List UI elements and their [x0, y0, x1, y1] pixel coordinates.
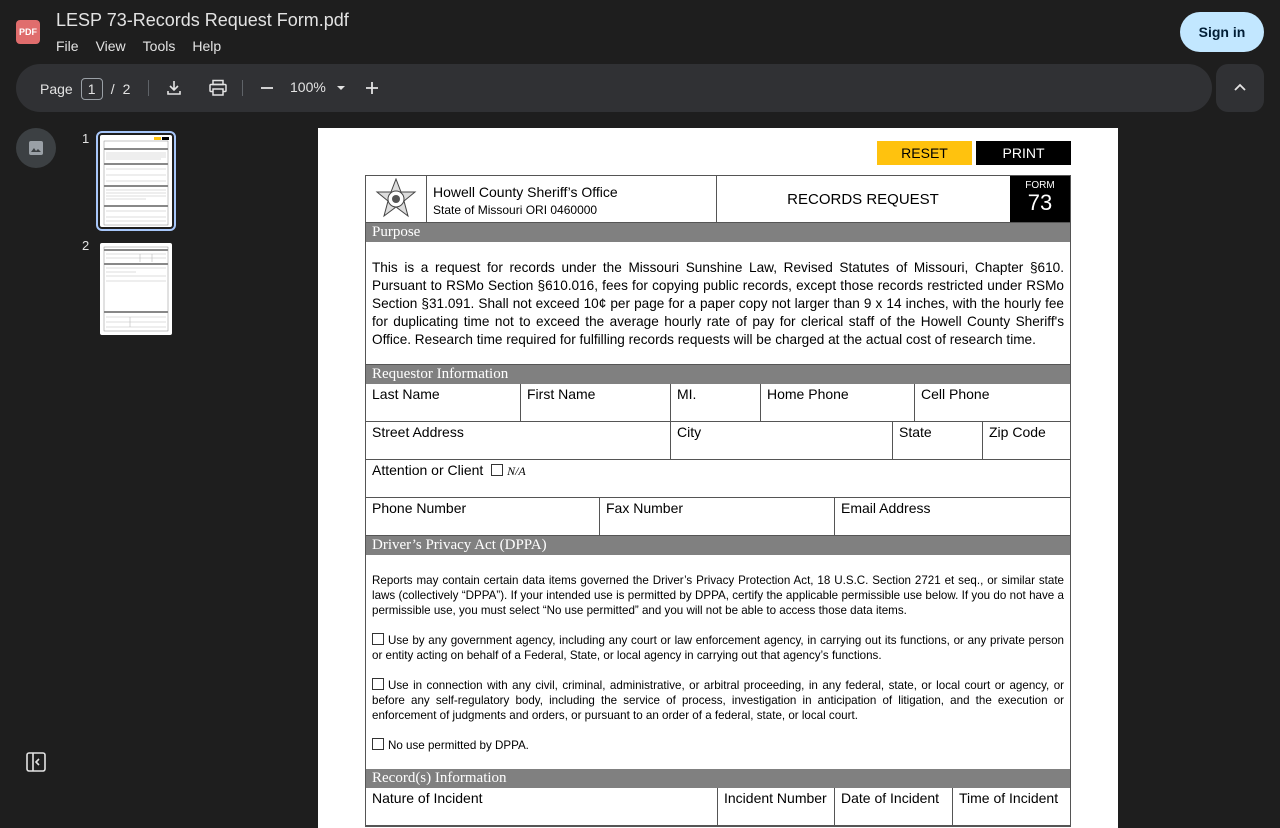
city-field[interactable]: City — [671, 422, 893, 459]
street-address-field[interactable]: Street Address — [366, 422, 671, 459]
pdf-page — [318, 128, 1118, 828]
dppa-checkbox-1[interactable] — [372, 633, 384, 645]
thumbnail-preview — [100, 135, 172, 227]
zip-code-field[interactable]: Zip Code — [989, 424, 1046, 440]
menu-tools[interactable]: Tools — [142, 38, 176, 54]
dppa-checkbox-2[interactable] — [372, 678, 384, 690]
pdf-toolbar — [16, 64, 1212, 112]
page-separator: / — [110, 81, 115, 97]
sign-in-button[interactable]: Sign in — [1180, 12, 1264, 52]
incident-number-field[interactable]: Incident Number — [718, 788, 835, 825]
thumbnail-number: 1 — [82, 131, 90, 146]
na-checkbox[interactable] — [491, 464, 503, 476]
print-icon[interactable] — [206, 76, 230, 100]
date-of-incident-field[interactable]: Date of Incident — [835, 788, 953, 825]
records-request-form — [365, 175, 1071, 827]
toolbar-divider — [148, 80, 149, 96]
cell-phone-field[interactable]: Cell Phone — [921, 386, 990, 402]
thumbnail-preview — [100, 243, 172, 335]
attention-label: Attention or Client — [372, 462, 484, 478]
office-state: State of Missouri ORI 0460000 — [433, 203, 598, 217]
reset-button[interactable]: RESET — [877, 141, 972, 165]
menu-help[interactable]: Help — [192, 38, 222, 54]
form-title: RECORDS REQUEST — [716, 176, 1009, 222]
time-of-incident-field[interactable]: Time of Incident — [959, 790, 1059, 806]
dppa-option-1 — [372, 633, 1064, 663]
office-name: Howell County Sheriff’s Office — [433, 184, 618, 200]
page-thumbnail-2[interactable] — [100, 243, 172, 335]
address-row — [366, 422, 1070, 460]
dppa-option-2 — [372, 678, 1064, 723]
menu-view[interactable]: View — [95, 38, 126, 54]
section-heading-records: Record(s) Information — [366, 769, 1070, 788]
name-row — [366, 384, 1070, 422]
state-field[interactable]: State — [893, 422, 983, 459]
last-name-field[interactable]: Last Name — [366, 384, 521, 421]
form-number: 73 — [1027, 190, 1053, 215]
na-label: N/A — [507, 464, 526, 478]
attention-row — [366, 460, 1070, 498]
sheriff-badge-icon — [366, 176, 427, 222]
thumbnails-button[interactable] — [16, 128, 56, 168]
office-info — [433, 184, 618, 219]
section-heading-purpose: Purpose — [366, 223, 1070, 242]
chevron-up-icon — [1232, 80, 1248, 96]
dppa-option-1-label: Use by any government agency, including any court or law enforcement agency, in carrying out its functions, or any private person or entity acting on behalf of a Federal, State, or local agency in carrying out that agency’s functions. — [372, 634, 1064, 662]
dppa-option-3 — [372, 738, 1064, 753]
nature-of-incident-field[interactable]: Nature of Incident — [366, 788, 718, 825]
home-phone-field[interactable]: Home Phone — [761, 384, 915, 421]
title-bar — [0, 0, 1280, 64]
document-title: LESP 73-Records Request Form.pdf — [56, 10, 349, 30]
dppa-option-2-label: Use in connection with any civil, criminal, administrative, or arbitral proceeding, in any federal, state, or local court or agency, or before any self-regulatory body, including the service of process, investigation in anticipation of litigation, and the execution or enforcement of judgments and orders, or pursuant to an order of a federal, state, or local court. — [372, 679, 1064, 722]
pdf-file-icon: PDF — [16, 20, 40, 44]
sidebar-toggle-icon[interactable] — [24, 750, 48, 774]
fax-number-field[interactable]: Fax Number — [600, 498, 835, 535]
middle-initial-field[interactable]: MI. — [671, 384, 761, 421]
dppa-content — [366, 555, 1070, 769]
contact-row — [366, 498, 1070, 536]
attention-field[interactable] — [366, 460, 1070, 497]
page-thumbnail-1[interactable] — [100, 135, 172, 227]
page-label: Page — [40, 81, 73, 97]
first-name-field[interactable]: First Name — [521, 384, 671, 421]
page-indicator — [40, 78, 130, 100]
print-button[interactable]: PRINT — [976, 141, 1071, 165]
zoom-level[interactable]: 100% — [290, 79, 326, 95]
collapse-toolbar-button[interactable] — [1216, 64, 1264, 112]
dppa-option-3-label: No use permitted by DPPA. — [388, 739, 529, 752]
incident-row — [366, 788, 1070, 826]
form-number-badge — [1010, 176, 1070, 222]
email-address-field[interactable]: Email Address — [841, 500, 931, 516]
form-label: FORM — [1025, 180, 1055, 191]
purpose-text: This is a request for records under the Missouri Sunshine Law, Revised Statutes of Missouri, Chapter §610. Pursuant to RSMo Section §610.016, fees for copying public records, except those records restricted under RSMo Section §31.091. Shall not exceed 10¢ per page for a paper copy not larger than 9 x 14 inches, with the hourly fee for duplicating time not to exceed the average hourly rate of pay for clerical staff of the Howell County Sheriff's Office. Research time required for fulfilling records requests will be charged at the actual cost of research time. — [366, 242, 1070, 365]
total-pages: 2 — [122, 81, 131, 97]
toolbar-divider — [242, 80, 243, 96]
image-icon — [27, 139, 45, 157]
dppa-intro: Reports may contain certain data items governed the Driver’s Privacy Protection Act, 18 U.S.C. Section 2721 et seq., or similar state laws (collectively “DPPA”). If your intended use is permitted by DPPA, certify the applicable permissible use below. If you do not have a permissible use, you must select “No use permitted” and you will not be able to access those data items. — [372, 574, 1064, 617]
form-header — [366, 176, 1070, 223]
dppa-checkbox-3[interactable] — [372, 738, 384, 750]
menu-bar — [56, 38, 238, 54]
zoom-dropdown-icon[interactable] — [329, 76, 353, 100]
download-icon[interactable] — [162, 76, 186, 100]
menu-file[interactable]: File — [56, 38, 79, 54]
section-heading-requestor: Requestor Information — [366, 365, 1070, 384]
page-number-input[interactable]: 1 — [81, 78, 103, 100]
phone-number-field[interactable]: Phone Number — [366, 498, 600, 535]
section-heading-dppa: Driver’s Privacy Act (DPPA) — [366, 536, 1070, 555]
zoom-in-icon[interactable] — [360, 76, 384, 100]
thumbnail-number: 2 — [82, 238, 90, 253]
zoom-out-icon[interactable] — [255, 76, 279, 100]
